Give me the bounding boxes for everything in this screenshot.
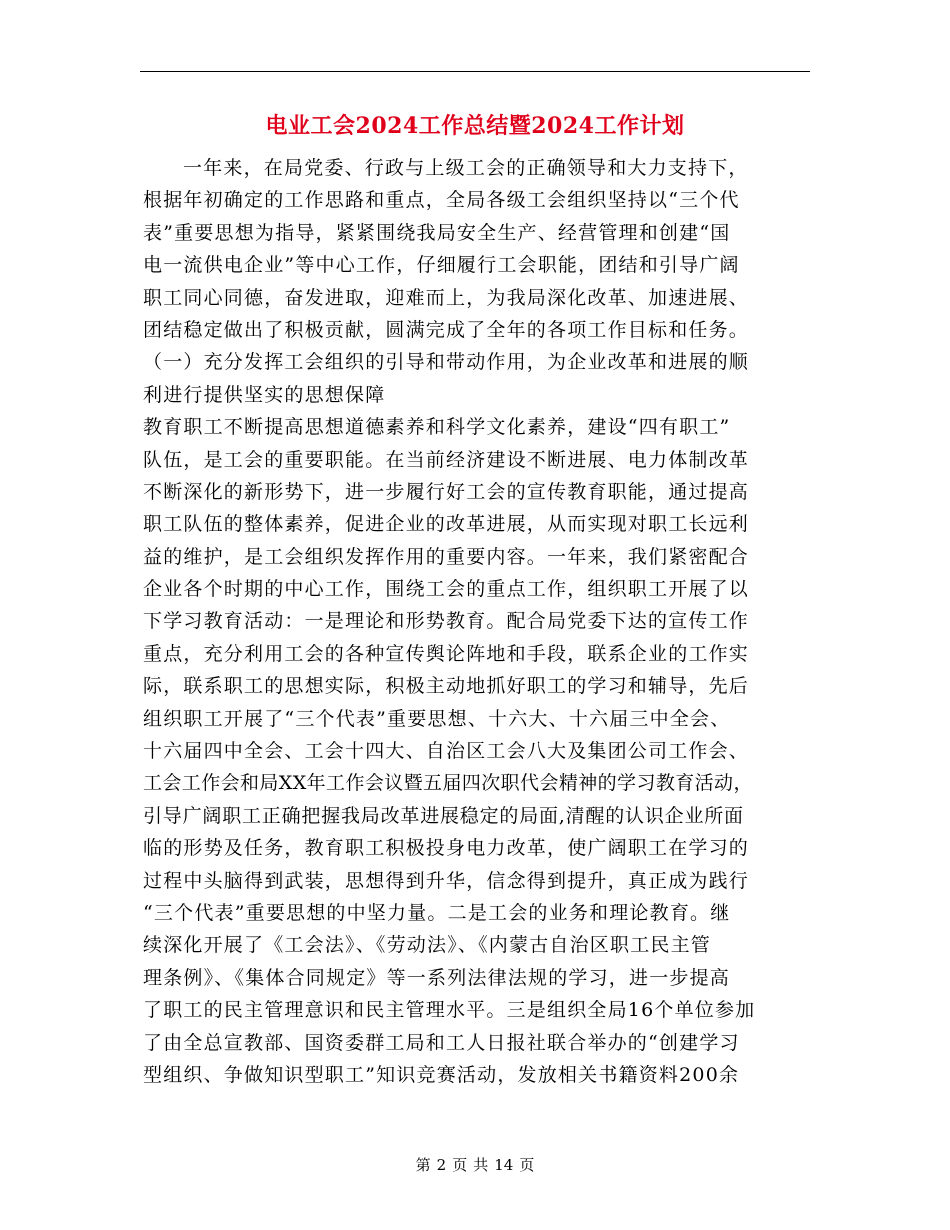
page-footer bbox=[0, 1154, 950, 1176]
paragraph-line: 了职工的民主管理意识和民主管理水平。三是组织全局16个单位参加 bbox=[143, 999, 756, 1022]
paragraph-line: 了由全总宣教部、国资委群工局和工人日报社联合举办的“创建学习 bbox=[143, 1031, 740, 1054]
paragraph-line: “三个代表”重要思想的中坚力量。二是工会的业务和理论教育。继 bbox=[143, 901, 731, 924]
total-page-count: 14 bbox=[494, 1156, 514, 1174]
document-title: 电业工会2024工作总结暨2024工作计划 bbox=[265, 113, 685, 139]
footer-page-suffix: 页 bbox=[519, 1156, 535, 1174]
footer-total-prefix: 共 bbox=[473, 1156, 489, 1174]
paragraph-line: 工会工作会和局XX年工作会议暨五届四次职代会精神的学习教育活动， bbox=[143, 772, 753, 795]
document-body bbox=[143, 152, 810, 1091]
paragraph-line: 不断深化的新形势下，进一步履行好工会的宣传教育职能，通过提高 bbox=[143, 480, 750, 503]
paragraph-line: 一年来，在局党委、行政与上级工会的正确领导和大力支持下， bbox=[183, 157, 749, 179]
current-page-number: 2 bbox=[436, 1156, 447, 1174]
paragraph-line: 临的形势及任务，教育职工积极投身电力改革，使广阔职工在学习的 bbox=[143, 837, 750, 860]
paragraph-line: 理条例》、《集体合同规定》等一系列法律法规的学习，进一步提高 bbox=[143, 966, 731, 989]
paragraph-line: 型组织、争做知识型职工”知识竞赛活动，发放相关书籍资料200余 bbox=[143, 1063, 740, 1086]
section-heading-line: 利进行提供坚实的思想保障 bbox=[143, 383, 386, 406]
paragraph-line: 表”重要思想为指导，紧紧围绕我局安全生产、经营管理和创建“国 bbox=[143, 221, 731, 244]
paragraph-line: 队伍，是工会的重要职能。在当前经济建设不断进展、电力体制改革 bbox=[143, 448, 750, 471]
paragraph-line: 益的维护，是工会组织发挥作用的重要内容。一年来，我们紧密配合 bbox=[143, 545, 750, 568]
header-rule bbox=[140, 71, 810, 72]
paragraph-line: 根据年初确定的工作思路和重点，全局各级工会组织坚持以“三个代 bbox=[143, 189, 740, 212]
paragraph-line: 过程中头脑得到武装，思想得到升华，信念得到提升，真正成为践行 bbox=[143, 869, 750, 892]
section-heading-line: （一）充分发挥工会组织的引导和带动作用，为企业改革和进展的顺 bbox=[143, 351, 750, 374]
paragraph-line: 重点，充分利用工会的各种宣传舆论阵地和手段，联系企业的工作实 bbox=[143, 642, 750, 665]
paragraph-line: 十六届四中全会、工会十四大、自治区工会八大及集团公司工作会、 bbox=[143, 740, 750, 763]
paragraph-line: 职工同心同德，奋发进取，迎难而上，为我局深化改革、加速进展、 bbox=[143, 286, 750, 309]
paragraph-line: 电一流供电企业”等中心工作，仔细履行工会职能，团结和引导广阔 bbox=[143, 254, 740, 277]
paragraph-line: 教育职工不断提高思想道德素养和科学文化素养，建设“四有职工” bbox=[143, 416, 731, 439]
paragraph-line: 际，联系职工的思想实际，积极主动地抓好职工的学习和辅导，先后 bbox=[143, 675, 750, 698]
paragraph-line: 职工队伍的整体素养，促进企业的改革进展，从而实现对职工长远利 bbox=[143, 513, 750, 536]
footer-page-prefix: 第 bbox=[415, 1156, 431, 1174]
paragraph-line: 引导广阔职工正确把握我局改革进展稳定的局面,清醒的认识企业所面 bbox=[143, 804, 744, 827]
footer-page-mid: 页 bbox=[452, 1156, 468, 1174]
paragraph-line: 下学习教育活动：一是理论和形势教育。配合局党委下达的宣传工作 bbox=[143, 610, 750, 633]
paragraph-line: 企业各个时期的中心工作，围绕工会的重点工作，组织职工开展了以 bbox=[143, 578, 750, 601]
paragraph-line: 组织职工开展了“三个代表”重要思想、十六大、十六届三中全会、 bbox=[143, 707, 731, 730]
paragraph-line: 续深化开展了《工会法》、《劳动法》、《内蒙古自治区职工民主管 bbox=[143, 934, 712, 957]
paragraph-line: 团结稳定做出了积极贡献，圆满完成了全年的各项工作目标和任务。 bbox=[143, 318, 750, 341]
